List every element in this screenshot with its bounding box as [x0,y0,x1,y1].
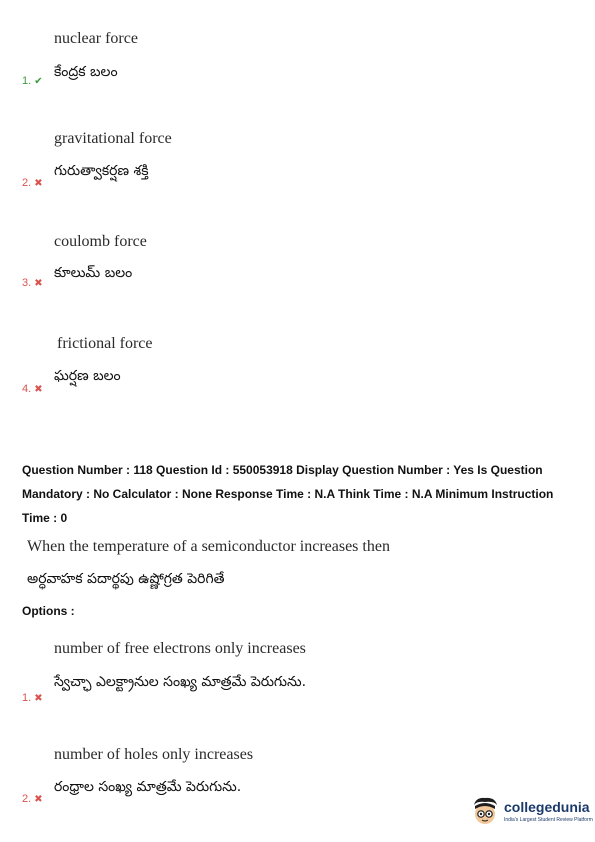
option-number: 3. ✖ [22,277,43,289]
option-english: number of holes only increases [54,746,254,763]
collegedunia-logo [470,795,593,831]
question-text-telugu: అర్ధవాహక పదార్థపు ఉష్ణోగ్రత పెరిగితే [27,571,225,587]
option-english: coulomb force [54,233,147,250]
question-text-english: When the temperature of a semiconductor increases then [27,538,390,555]
question-info: Question Number : 118 Question Id : 550053918 Display Question Number : Yes Is Question Mandatory : No Calculator : None Response Time : N.A Think Time : N.A Minimum Instruction Time : 0 [22,463,554,525]
cross-icon: ✖ [34,794,43,805]
cross-icon: ✖ [34,384,43,395]
option-english: nuclear force [54,30,138,47]
option-number: 4. ✖ [22,383,43,395]
option-telugu: కేంద్రక బలం [54,64,118,80]
option-number: 1. ✔ [22,75,43,87]
option-telugu: కూలుమ్ బలం [54,265,133,281]
cross-icon: ✖ [34,178,43,189]
option-telugu: రంధ్రాల సంఖ్య మాత్రమే పెరుగును. [54,779,242,795]
option-number: 2. ✖ [22,793,43,805]
option-telugu: స్వేచ్ఛా ఎలక్ట్రానుల సంఖ్య మాత్రమే పెరుగును. [54,674,307,690]
option-telugu: గురుత్వాకర్షణ శక్తి [54,163,149,179]
check-icon: ✔ [34,76,43,87]
cross-icon: ✖ [34,693,43,704]
option-number: 2. ✖ [22,177,43,189]
option-english: frictional force [57,335,153,352]
logo-name: collegedunia [504,799,590,815]
option-telugu: ఘర్షణ బలం [54,368,121,384]
options-label: Options : [22,604,75,618]
option-english: gravitational force [54,130,172,147]
mascot-icon [470,795,500,829]
cross-icon: ✖ [34,278,43,289]
option-number: 1. ✖ [22,692,43,704]
logo-tagline: India's Largest Student Review Platform [504,817,593,823]
option-english: number of free electrons only increases [54,640,306,657]
